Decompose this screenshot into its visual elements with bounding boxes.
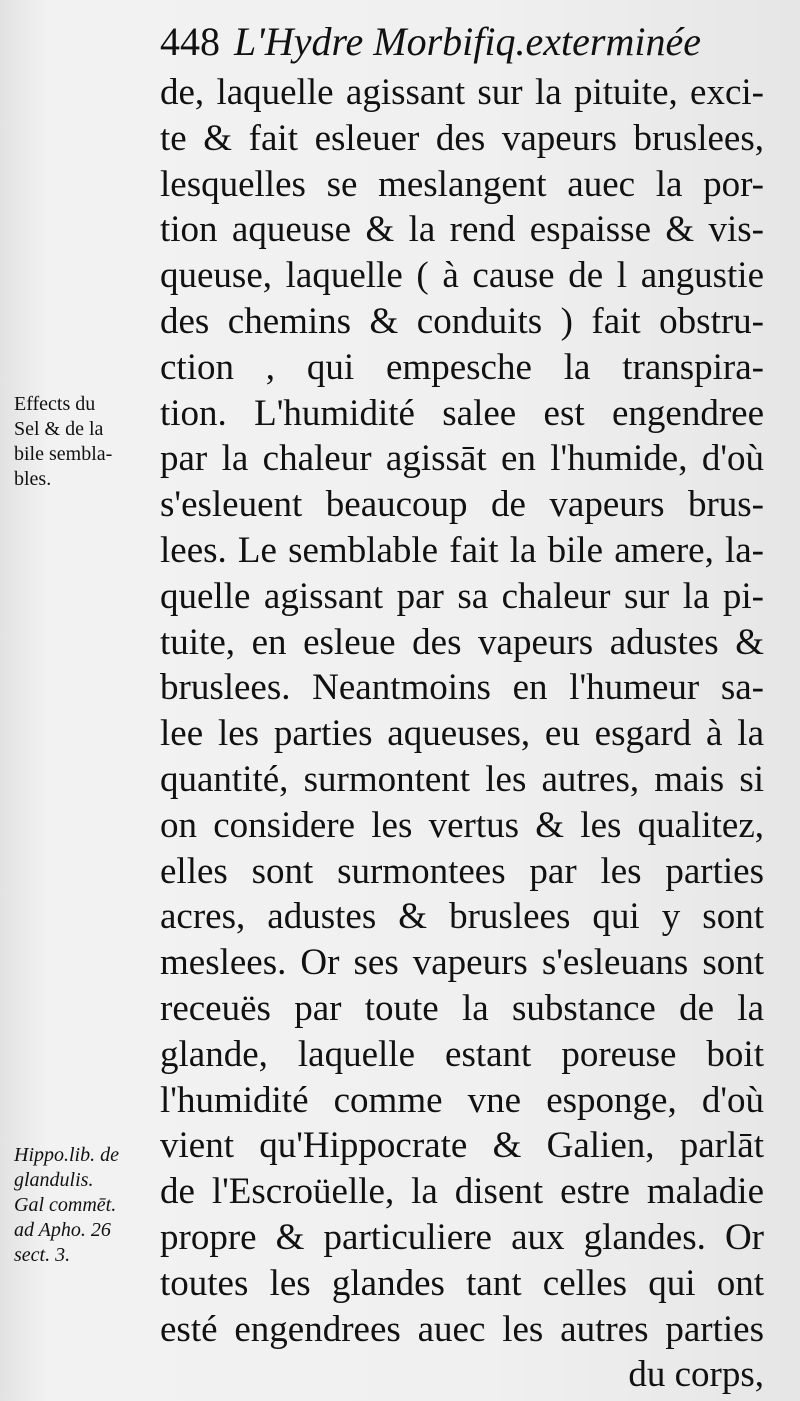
text-line: du corps, <box>628 1354 764 1396</box>
text-line: tion. L'humidité salee est engendree <box>160 392 764 434</box>
text-line: toutes les glandes tant celles qui ont <box>160 1262 764 1304</box>
text-line: queuse, laquelle ( à cause de l angustie <box>160 255 764 297</box>
text-line: l'humidité comme vne esponge, d'où <box>160 1079 764 1121</box>
margin-note-line: Sel & de la <box>14 418 104 440</box>
margin-note-line: bles. <box>14 468 52 490</box>
text-line: tuite, en esleue des vapeurs adustes & <box>160 621 764 663</box>
text-line: s'esleuent beaucoup de vapeurs brus- <box>160 484 764 526</box>
margin-note-line: glandulis. <box>14 1169 94 1191</box>
text-line: te & fait esleuer des vapeurs bruslees, <box>160 117 764 159</box>
page-number: 448 <box>160 19 220 64</box>
text-line: tion aqueuse & la rend espaisse & vis- <box>160 209 764 251</box>
text-line: lee les parties aqueuses, eu esgard à la <box>160 713 764 755</box>
text-line: de, laquelle agissant sur la pituite, exci- <box>160 72 764 113</box>
text-line: de l'Escroüelle, la disent estre maladie <box>160 1171 764 1213</box>
text-line: lesquelles se meslangent auec la por- <box>160 163 764 205</box>
margin-note-line: ad Apho. 26 <box>14 1219 111 1241</box>
text-line: vient qu'Hippocrate & Galien, parlāt <box>160 1125 764 1167</box>
text-line: lees. Le semblable fait la bile amere, la- <box>160 529 764 571</box>
margin-note-line: Gal commēt. <box>14 1194 117 1216</box>
margin-note-effects <box>14 392 154 492</box>
running-title: L'Hydre Morbifiq.exterminée <box>234 19 701 64</box>
text-line: des chemins & conduits ) fait obstru- <box>160 300 764 342</box>
text-line: esté engendrees auec les autres parties <box>160 1308 764 1350</box>
text-line: ction , qui empesche la transpira- <box>160 346 764 388</box>
body-text <box>160 70 764 1398</box>
text-line: quelle agissant par sa chaleur sur la pi- <box>160 575 764 617</box>
margin-note-line: sect. 3. <box>14 1244 71 1266</box>
margin-note-line: bile sembla- <box>14 443 113 465</box>
margin-note-line: Hippo.lib. de <box>14 1144 119 1166</box>
text-line: elles sont surmontees par les parties <box>160 850 764 892</box>
page-header <box>160 12 800 72</box>
margin-note-citation <box>14 1143 154 1268</box>
text-line: acres, adustes & bruslees qui y sont <box>160 896 764 938</box>
text-line: par la chaleur agissāt en l'humide, d'où <box>160 438 764 480</box>
text-line: receuës par toute la substance de la <box>160 987 764 1029</box>
text-line: propre & particuliere aux glandes. Or <box>160 1216 764 1258</box>
text-line: on considere les vertus & les qualitez, <box>160 804 764 846</box>
text-line: quantité, surmontent les autres, mais si <box>160 758 764 800</box>
text-line: glande, laquelle estant poreuse boit <box>160 1033 764 1075</box>
text-line: meslees. Or ses vapeurs s'esleuans sont <box>160 942 764 984</box>
text-line: bruslees. Neantmoins en l'humeur sa- <box>160 667 764 709</box>
margin-note-line: Effects du <box>14 393 96 415</box>
